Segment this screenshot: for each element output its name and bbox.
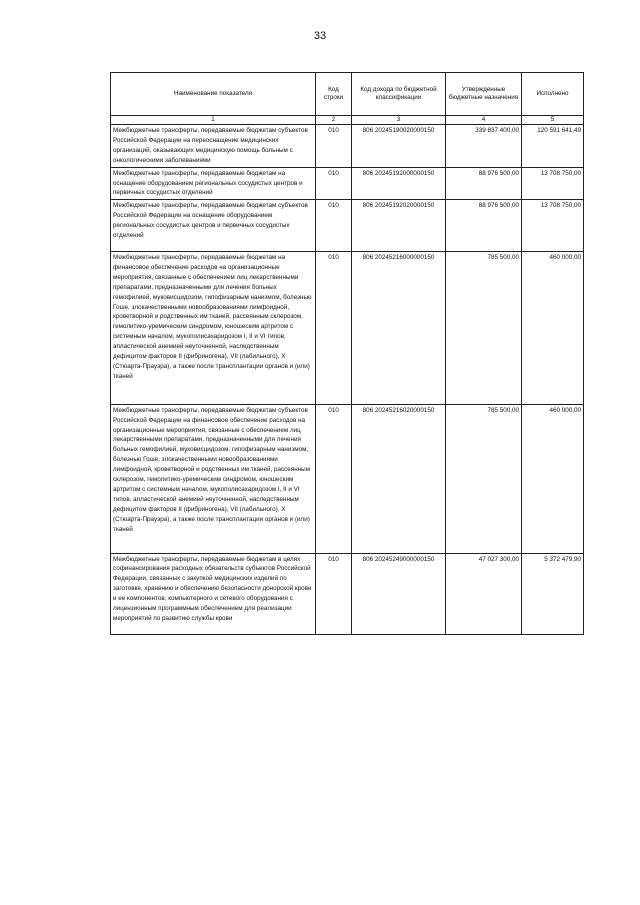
income-code: 806 20245249000000150	[352, 553, 446, 634]
executed-amount: 5 372 479,90	[522, 553, 584, 634]
table-header-row	[111, 73, 584, 116]
table-row	[111, 553, 584, 634]
table-row	[111, 251, 584, 404]
budget-execution-table	[110, 72, 584, 635]
table-row	[111, 167, 584, 200]
executed-amount: 13 708 750,00	[522, 167, 584, 200]
column-numbering-row	[111, 116, 584, 125]
column-number: 1	[111, 116, 316, 125]
table-row	[111, 125, 584, 168]
table-row	[111, 404, 584, 553]
column-number: 4	[446, 116, 522, 125]
line-code: 010	[316, 404, 352, 553]
indicator-name: Межбюджетные трансферты, передаваемые бюджетам субъектов Российской Федерации на оснащение оборудованием региональных сосудистых центров и первичных сосудистых отделений	[111, 200, 316, 252]
approved-amount: 47 027 300,00	[446, 553, 522, 634]
indicator-name: Межбюджетные трансферты, передаваемые бюджетам субъектов Российской Федерации на финансовое обеспечение расходов на организационные мероприятия, связанные с обеспечением лиц лекарственными препаратами, предназначенными для лечения больных гемофилией, муковисцидозом, гипофизарным нанизмом, болезнью Гоше, злокачественными новообразованиями лимфоидной, кроветворной и родственных им тканей, рассеянным склерозом, гемолитико-уремическим синдромом, юношеским артритом с системным началом, мукополисахаридозом I, II и VI типов, апластической анемией неуточненной, наследственным дефицитом факторов II (фибриногена), VII (лабильного), X (Стюарта-Прауэра), а также после трансплантации органов и (или) тканей	[111, 404, 316, 553]
indicator-name: Межбюджетные трансферты, передаваемые бюджетам субъектов Российской Федерации на переоснащение медицинских организаций, оказывающих медицинскую помощь больным с онкологическими заболеваниями	[111, 125, 316, 168]
table-row	[111, 200, 584, 252]
income-code: 806 20245190020000150	[352, 125, 446, 168]
header-line-code: Код строки	[316, 73, 352, 116]
income-code: 806 20245192000000150	[352, 167, 446, 200]
executed-amount: 460 000,00	[522, 404, 584, 553]
approved-amount: 88 976 500,00	[446, 167, 522, 200]
header-executed: Исполнено	[522, 73, 584, 116]
line-code: 010	[316, 167, 352, 200]
income-code: 806 20245192020000150	[352, 200, 446, 252]
income-code: 806 20245216000000150	[352, 251, 446, 404]
indicator-name: Межбюджетные трансферты, передаваемые бюджетам в целях софинансирования расходных обязательств субъектов Российской Федерации, связанных с закупкой медицинских изделий по заготовке, хранению и обеспечению безопасности донорской крови и ее компонентов, компьютерного и сетевого оборудования с лицензионным программным обеспечением для реализации мероприятий по развитию службы крови	[111, 553, 316, 634]
executed-amount: 460 000,00	[522, 251, 584, 404]
page-number: 33	[313, 30, 327, 42]
column-number: 3	[352, 116, 446, 125]
line-code: 010	[316, 251, 352, 404]
indicator-name: Межбюджетные трансферты, передаваемые бюджетам на оснащение оборудованием региональных сосудистых центров и первичных сосудистых отделений	[111, 167, 316, 200]
header-income-code: Код дохода по бюджетной классификации	[352, 73, 446, 116]
indicator-name: Межбюджетные трансферты, передаваемые бюджетам на финансовое обеспечение расходов на организационные мероприятия, связанные с обеспечением лиц лекарственными препаратами, предназначенными для лечения больных гемофилией, муковисцидозом, гипофизарным нанизмом, болезнью Гоше, злокачественными новообразованиями лимфоидной, кроветворной и родственных им тканей, рассеянным склерозом, гемолитико-уремическим синдромом, юношеским артритом с системным началом, мукополисахаридозом I, II и VI типов, апластической анемией неуточненной, наследственным дефицитом факторов II (фибриногена), VII (лабильного), X (Стюарта-Прауэра), а также после трансплантации органов и (или) тканей	[111, 251, 316, 404]
header-indicator-name: Наименование показателя	[111, 73, 316, 116]
executed-amount: 120 591 641,49	[522, 125, 584, 168]
approved-amount: 785 500,00	[446, 404, 522, 553]
line-code: 010	[316, 553, 352, 634]
line-code: 010	[316, 200, 352, 252]
approved-amount: 88 976 500,00	[446, 200, 522, 252]
header-approved: Утвержденные бюджетные назначения	[446, 73, 522, 116]
approved-amount: 339 837 400,00	[446, 125, 522, 168]
column-number: 5	[522, 116, 584, 125]
income-code: 806 20245216020000150	[352, 404, 446, 553]
approved-amount: 785 500,00	[446, 251, 522, 404]
line-code: 010	[316, 125, 352, 168]
column-number: 2	[316, 116, 352, 125]
executed-amount: 13 708 750,00	[522, 200, 584, 252]
